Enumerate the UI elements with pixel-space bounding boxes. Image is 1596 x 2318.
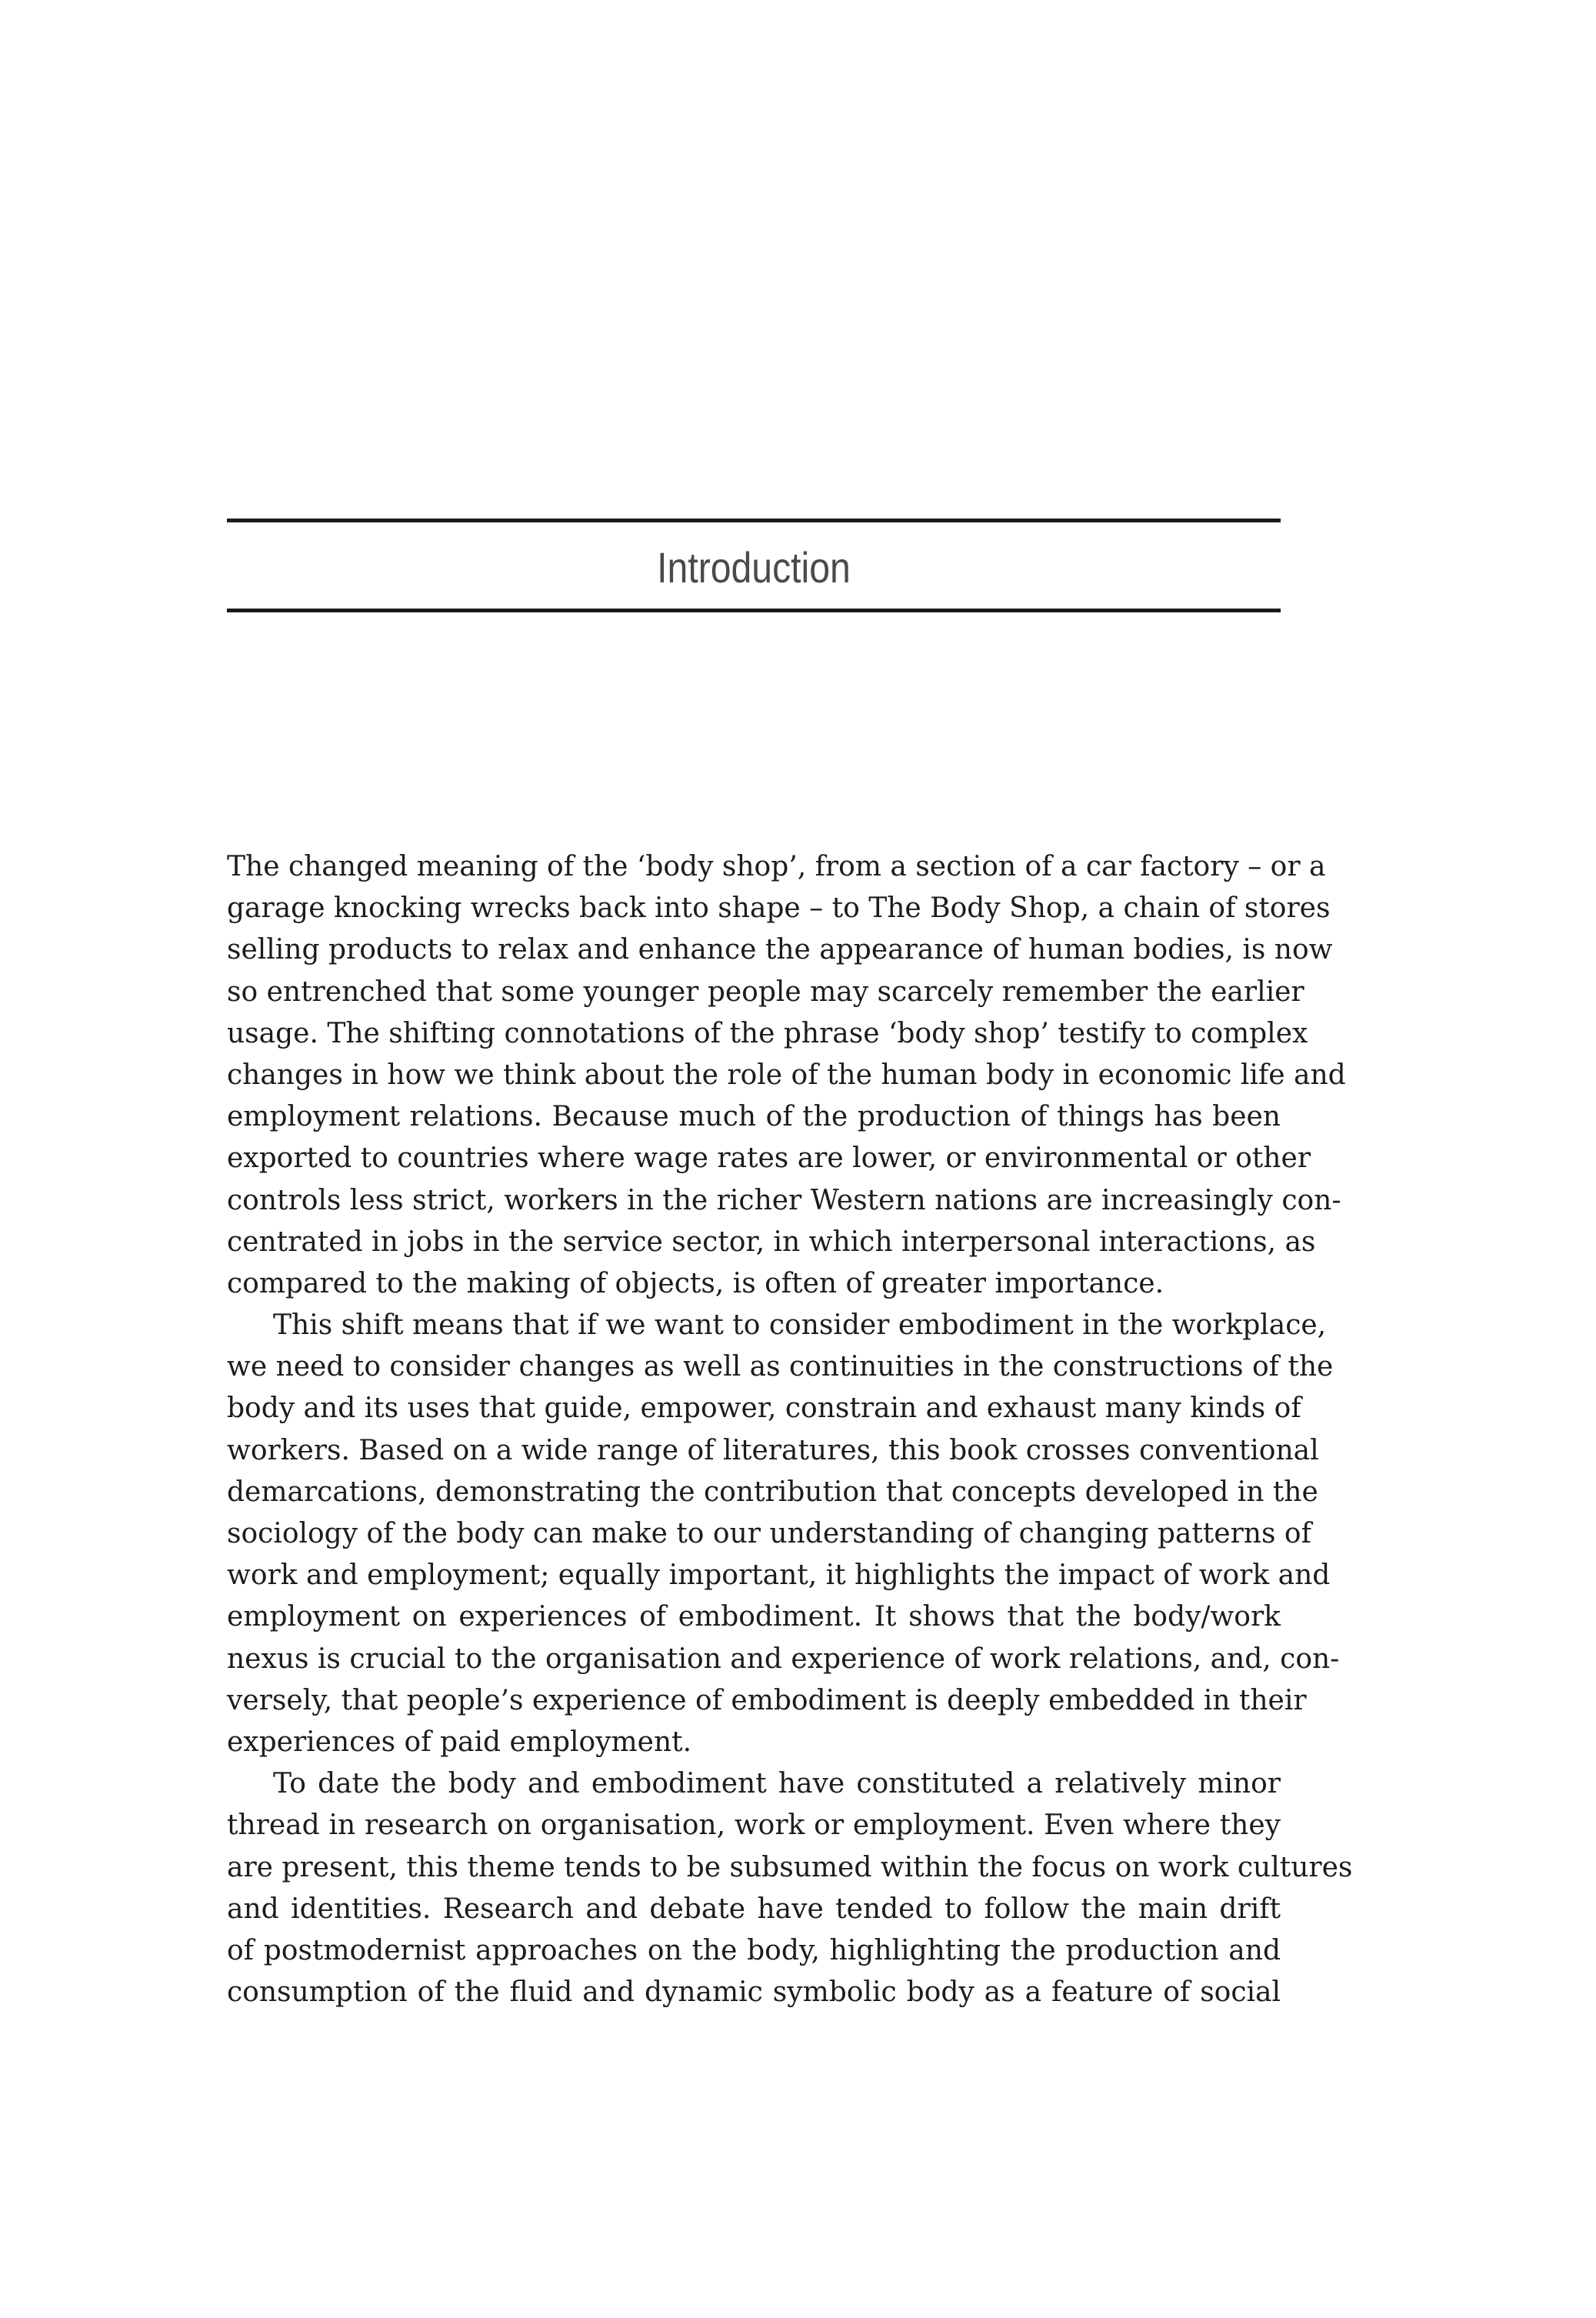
text-line: nexus is crucial to the organisation and experience of work relations, and, con- <box>227 1643 1340 1675</box>
text-line: garage knocking wrecks back into shape – to The Body Shop, a chain of stores <box>227 892 1331 925</box>
text-line: work and employment; equally important, it highlights the impact of work and <box>227 1559 1331 1592</box>
text-line: experiences of paid employment. <box>227 1726 692 1758</box>
text-line: To date the body and embodiment have constituted a relatively minor <box>273 1768 1281 1800</box>
text-line: usage. The shifting connotations of the phrase ‘body shop’ testify to complex <box>227 1017 1308 1049</box>
paragraph-1 <box>227 846 1346 1305</box>
text-line: so entrenched that some younger people may scarcely remember the earlier <box>227 976 1304 1008</box>
text-line: changes in how we think about the role of the human body in economic life and <box>227 1059 1346 1091</box>
title-rule-top <box>227 519 1281 522</box>
title-rule-bottom <box>227 609 1281 612</box>
text-line: body and its uses that guide, empower, constrain and exhaust many kinds of <box>227 1392 1301 1425</box>
text-line: employment on experiences of embodiment. It shows that the body/work <box>227 1601 1281 1633</box>
text-line: controls less strict, workers in the richer Western nations are increasingly con- <box>227 1184 1341 1216</box>
text-line: exported to countries where wage rates are lower, or environmental or other <box>227 1142 1311 1175</box>
text-line: employment relations. Because much of the production of things has been <box>227 1101 1281 1133</box>
chapter-title: Introduction <box>657 543 851 592</box>
text-line: and identities. Research and debate have tended to follow the main drift <box>227 1893 1281 1925</box>
text-line: This shift means that if we want to consider embodiment in the workplace, <box>273 1309 1327 1342</box>
body-text <box>227 846 1353 2013</box>
text-line: thread in research on organisation, work or employment. Even where they <box>227 1809 1281 1842</box>
text-line: of postmodernist approaches on the body, highlighting the production and <box>227 1934 1281 1966</box>
text-line: compared to the making of objects, is often of greater importance. <box>227 1267 1165 1299</box>
text-line: centrated in jobs in the service sector, in which interpersonal interactions, as <box>227 1226 1316 1258</box>
text-line: selling products to relax and enhance the appearance of human bodies, is now <box>227 934 1333 966</box>
text-line: consumption of the fluid and dynamic symbolic body as a feature of social <box>227 1976 1281 2009</box>
paragraph-2 <box>227 1305 1340 1763</box>
text-line: workers. Based on a wide range of literatures, this book crosses conventional <box>227 1434 1319 1466</box>
text-line: we need to consider changes as well as continuities in the constructions of the <box>227 1351 1334 1383</box>
text-line: demarcations, demonstrating the contribution that concepts developed in the <box>227 1476 1318 1508</box>
text-line: are present, this theme tends to be subsumed within the focus on work cultures <box>227 1851 1353 1883</box>
text-line: The changed meaning of the ‘body shop’, from a section of a car factory – or a <box>227 851 1326 882</box>
text-line: versely, that people’s experience of embodiment is deeply embedded in their <box>227 1684 1307 1716</box>
paragraph-3 <box>227 1763 1353 2013</box>
text-line: sociology of the body can make to our understanding of changing patterns of <box>227 1518 1311 1549</box>
